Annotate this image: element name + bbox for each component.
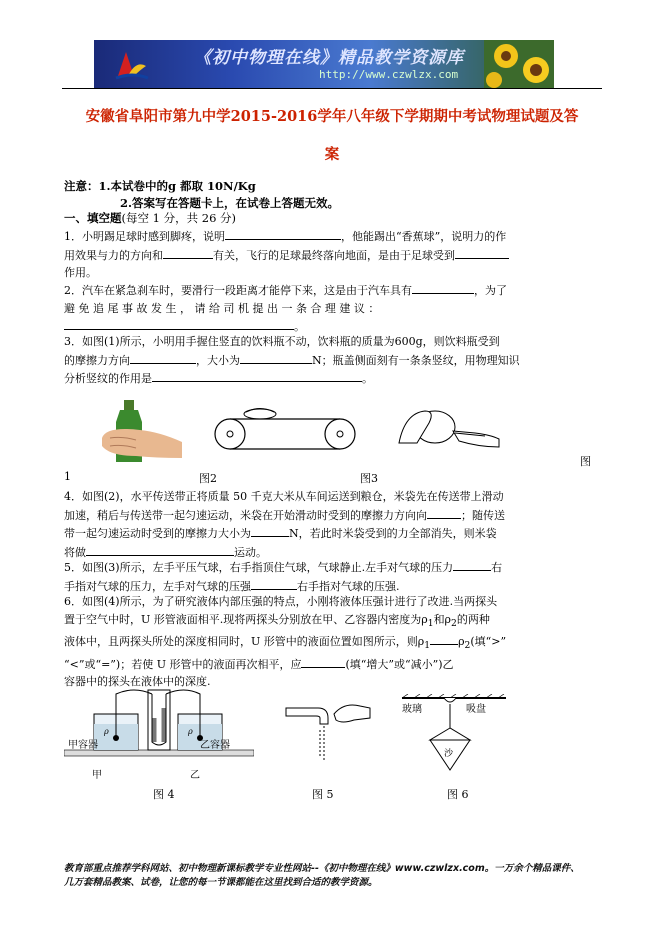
- question-4: [64, 488, 588, 561]
- document-title-line1: 安徽省阜阳市第九中学2015-2016学年八年级下学期期中考试物理试题及答: [85, 108, 579, 125]
- question-2: [64, 281, 588, 336]
- q6-rho1-sub: 1: [427, 617, 434, 629]
- footer-line-1: 教育部重点推荐学科网站、初中物理新课标教学专业性网站--《初中物理在线》www.czwlzx.com。一万余个精品课件、: [64, 863, 580, 874]
- q6-text-b2: 和ρ: [433, 612, 452, 626]
- q1-text-b: ，他能踢出“香蕉球”，说明力的作: [341, 230, 507, 243]
- q2-text-b: ，为了: [474, 284, 507, 297]
- fig6-label: 图 6: [447, 788, 469, 801]
- fig5-label: 图 5: [312, 788, 334, 801]
- svg-text:ρ: ρ: [188, 727, 193, 736]
- q1-blank-1[interactable]: [225, 227, 341, 240]
- q1-text-e: 作用。: [64, 266, 97, 279]
- q3-text-f: 。: [362, 372, 373, 385]
- q1-blank-2[interactable]: [163, 246, 213, 259]
- fig6-sand-label: 沙: [444, 749, 454, 759]
- q6-text-c3: (填“>”: [470, 635, 507, 649]
- q6-rho2-sub-b: 2: [464, 640, 471, 652]
- fig4-yi-label: 乙: [190, 770, 200, 781]
- q2-text-d: 。: [294, 320, 305, 333]
- figure-3-balloon-hands: [395, 403, 505, 451]
- q1-text-d: 有关，飞行的足球最终落向地面，是由于足球受到: [213, 248, 455, 262]
- q4-text-c: ；随传送: [461, 508, 505, 522]
- banner-url: http://www.czwlzx.com: [319, 68, 459, 81]
- q4-blank-3[interactable]: [86, 543, 234, 556]
- fig4-container-left: 甲容器: [68, 740, 98, 751]
- q1-blank-3[interactable]: [455, 246, 509, 259]
- q3-blank-3[interactable]: [152, 369, 362, 382]
- figure-2-conveyor-belt: [212, 403, 358, 451]
- q6-rho2-sub: 2: [451, 617, 457, 629]
- q5-text-b: 右: [491, 561, 503, 574]
- site-logo-icon: [114, 46, 150, 82]
- q2-text-c: 避 免 追 尾 事 故 发 生 ， 请 给 司 机 提 出 一 条 合 理 建 议 ：: [64, 301, 380, 315]
- q6-text-b3: 的两种: [456, 612, 490, 626]
- page-footer: [64, 862, 594, 890]
- fig4-jia-label: 甲: [92, 770, 102, 781]
- banner-title: 《初中物理在线》精品教学资源库: [194, 48, 464, 68]
- fig1-label: 1: [64, 470, 71, 483]
- q6-blank-1[interactable]: [430, 632, 458, 645]
- sunflower-icon: [484, 40, 554, 88]
- q4-blank-2[interactable]: [251, 524, 289, 537]
- question-5: [64, 558, 588, 595]
- q6-text-a: 6．如图(4)所示，为了研究液体内部压强的特点，小刚将液体压强计进行了改进.当两探头: [64, 595, 498, 608]
- q3-text-c: ，大小为: [196, 353, 240, 367]
- section-title: 一、填空题: [64, 211, 122, 225]
- q1-text-c: 用效果与力的方向和: [64, 248, 163, 262]
- fig6-suction-label: 吸盘: [466, 704, 486, 715]
- q6-text-e: (填“增大”或“减小”)乙: [345, 657, 454, 671]
- figure-5-faucet: [284, 694, 374, 764]
- q4-text-e: N，若此时米袋受到的力全部消失，则米袋: [289, 527, 497, 540]
- q6-text-d: “<”或“=”)；若使 U 形管中的液面再次相平，应: [64, 657, 302, 671]
- q2-text-a: 2．汽车在紧急刹车时，要滑行一段距离才能停下来，这是由于汽车具有: [64, 284, 412, 297]
- q4-text-b: 加速，稍后与传送带一起匀速运动，米袋在开始滑动时受到的摩擦力方向向: [64, 508, 427, 522]
- document-title: [60, 98, 604, 174]
- q3-blank-1[interactable]: [130, 351, 196, 364]
- q6-text-c: 液体中，且两探头所处的深度相同时，U 形管中的液面位置如图所示，则ρ: [64, 635, 425, 649]
- fig2-label: 图2: [199, 472, 217, 485]
- q6-blank-2[interactable]: [301, 655, 345, 668]
- figure-4-pressure-gauge: [64, 684, 254, 784]
- q3-text-b: 的摩擦力方向: [64, 353, 130, 367]
- fig4-container-right: 乙容器: [200, 740, 230, 751]
- q3-text-e: 分析竖纹的作用是: [64, 372, 152, 385]
- q2-blank-2[interactable]: [64, 317, 294, 330]
- section-points: (每空 1 分，共 26 分): [121, 211, 237, 225]
- q6-rho1-sub-b: 1: [424, 640, 431, 652]
- q3-text-a: 3．如图(1)所示，小明用手握住竖直的饮料瓶不动，饮料瓶的质量为600g，则饮料瓶受到: [64, 335, 500, 348]
- footer-line-2: 几万套精品教案、试卷，让您的每一节课都能在这里找到合适的教学资源。: [64, 877, 378, 888]
- q6-text-b: 置于空气中时，U 形管液面相平.现将两探头分别放在甲、乙容器内密度为ρ: [64, 612, 428, 626]
- figure-6-suction-cup: [400, 694, 510, 774]
- document-title-line2: 案: [324, 146, 340, 163]
- fig-label-right: 图: [580, 455, 591, 468]
- q2-blank-1[interactable]: [412, 281, 474, 294]
- q4-text-g: 运动。: [234, 545, 267, 559]
- fig3-label: 图3: [360, 472, 378, 485]
- header-divider: [62, 88, 602, 89]
- q5-text-a: 5．如图(3)所示，左手平压气球，右手指顶住气球，气球静止.左手对气球的压力: [64, 561, 454, 574]
- svg-text:ρ: ρ: [104, 727, 109, 736]
- q6-text-f: 容器中的探头在液体中的深度.: [64, 675, 211, 689]
- q3-blank-2[interactable]: [240, 351, 312, 364]
- q1-text-a: 1．小明踢足球时感到脚疼，说明: [64, 230, 225, 243]
- section-heading: [64, 210, 236, 227]
- q4-blank-1[interactable]: [427, 506, 461, 519]
- header-banner: [94, 40, 554, 88]
- q5-blank-1[interactable]: [453, 558, 491, 571]
- q3-text-d: N；瓶盖侧面刻有一条条竖纹，用物理知识: [312, 353, 520, 367]
- note-line-2: 2.答案写在答题卡上，在试卷上答题无效。: [120, 196, 340, 210]
- fig6-glass-label: 玻璃: [402, 704, 422, 715]
- q6-text-c2: ρ: [458, 635, 465, 649]
- question-1: [64, 227, 588, 282]
- q5-blank-2[interactable]: [251, 577, 297, 590]
- q4-text-a: 4．如图(2)，水平传送带正将质量 50 千克大米从车间运送到粮仓，米袋先在传送带上滑动: [64, 490, 504, 503]
- q5-text-c: 手指对气球的压力，左手对气球的压强: [64, 579, 251, 593]
- q5-text-d: 右手指对气球的压强.: [297, 579, 400, 593]
- note-line-1: 注意：1.本试卷中的g 都取 10N/Kg: [64, 179, 256, 193]
- question-3: [64, 333, 588, 388]
- question-6: [64, 593, 588, 691]
- figure-1-bottle-hand: [96, 398, 186, 464]
- fig4-label: 图 4: [153, 788, 175, 801]
- q4-text-d: 带一起匀速运动时受到的摩擦力大小为: [64, 527, 251, 540]
- exam-notes: [64, 178, 594, 212]
- q4-text-f: 将做: [64, 545, 86, 559]
